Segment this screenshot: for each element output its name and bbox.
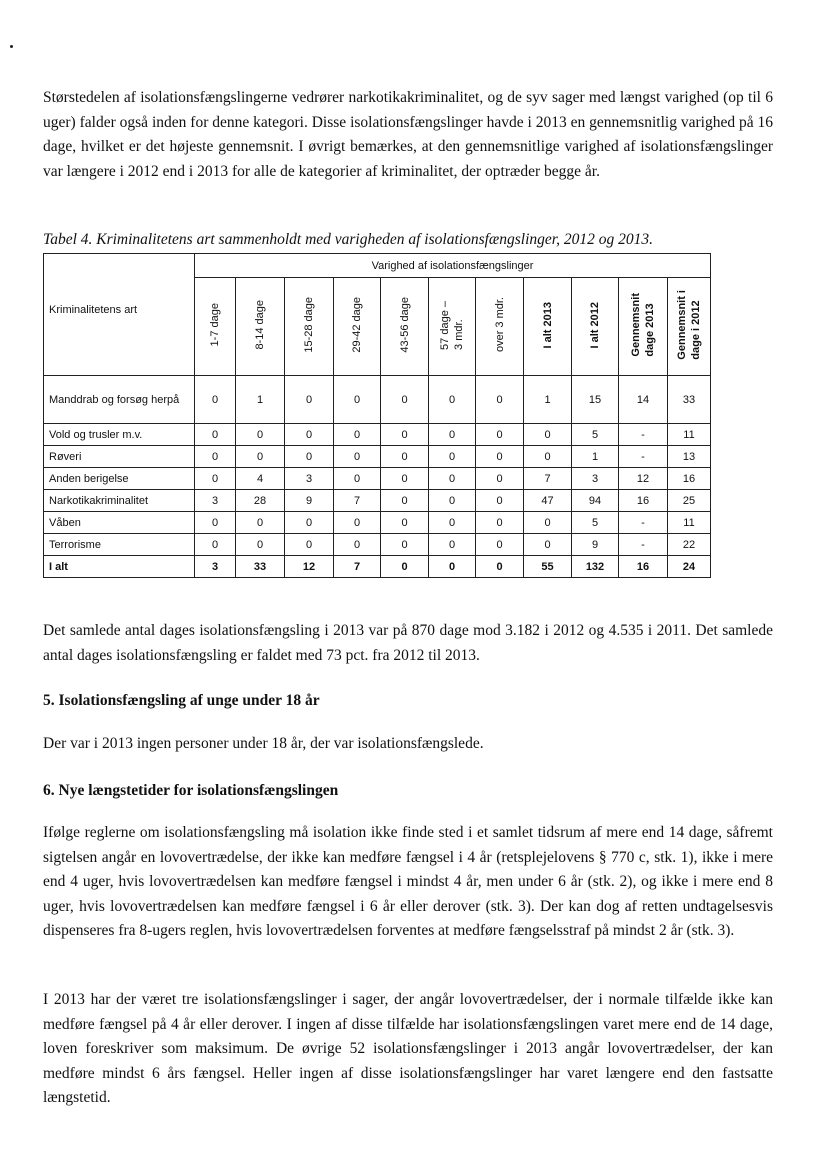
column-header bbox=[334, 278, 381, 376]
column-header-label: 43-56 dage bbox=[398, 297, 411, 353]
table-row bbox=[44, 512, 711, 534]
table-cell: - bbox=[619, 534, 668, 556]
table-cell: 0 bbox=[524, 446, 572, 468]
table-cell: 16 bbox=[619, 490, 668, 512]
table-cell: 0 bbox=[524, 512, 572, 534]
table-cell: 0 bbox=[381, 490, 429, 512]
table-cell: 0 bbox=[285, 424, 334, 446]
table-cell: 0 bbox=[236, 424, 285, 446]
section6-heading: 6. Nye længstetider for isolationsfængslingen bbox=[43, 782, 339, 799]
table-cell: 33 bbox=[668, 376, 711, 424]
table-cell: 0 bbox=[381, 424, 429, 446]
column-header bbox=[429, 278, 476, 376]
table-cell: 1 bbox=[236, 376, 285, 424]
table-cell: 16 bbox=[668, 468, 711, 490]
table-cell: 0 bbox=[476, 534, 524, 556]
scan-speck bbox=[10, 45, 13, 48]
table-cell: 9 bbox=[285, 490, 334, 512]
column-header-label: 29-42 dage bbox=[351, 297, 363, 353]
row-label: Narkotikakriminalitet bbox=[44, 490, 195, 512]
row-label: Manddrab og forsøg herpå bbox=[44, 376, 195, 424]
table-cell: 7 bbox=[334, 490, 381, 512]
table-cell: 7 bbox=[334, 556, 381, 578]
table-cell: 15 bbox=[572, 376, 619, 424]
table-cell: 0 bbox=[334, 534, 381, 556]
row-label: Anden berigelse bbox=[44, 468, 195, 490]
row-label: Terrorisme bbox=[44, 534, 195, 556]
table-cell: - bbox=[619, 446, 668, 468]
table-cell: 0 bbox=[334, 512, 381, 534]
table-cell: 24 bbox=[668, 556, 711, 578]
column-header bbox=[524, 278, 572, 376]
table-cell: 3 bbox=[572, 468, 619, 490]
table-row bbox=[44, 490, 711, 512]
table-row bbox=[44, 534, 711, 556]
column-header-label: over 3 mdr. bbox=[493, 297, 506, 353]
column-header bbox=[619, 278, 668, 376]
table-cell: 0 bbox=[195, 512, 236, 534]
table-cell: 0 bbox=[195, 534, 236, 556]
table-cell: 0 bbox=[476, 424, 524, 446]
table-cell: 47 bbox=[524, 490, 572, 512]
table-cell: 0 bbox=[476, 556, 524, 578]
column-header-label: Gennemsnit dage 2013 bbox=[630, 293, 656, 357]
table-cell: 0 bbox=[429, 490, 476, 512]
section6-paragraph-1: Ifølge reglerne om isolationsfængsling må isolation ikke finde sted i et samlet tidsrum af mere end 14 dage, såfremt sigtelsen angår en lovovertrædelse, der ikke kan medføre fængsel i 4 år (retsplejelovens § 770 c, stk. 1), ikke i mere end 4 uger, hvis lovovertrædelsen kan medføre fængsel i mindst 4 år, men under 6 år (stk. 2), og ikke i mere end 8 uger, hvis lovovertrædelsen kan medføre fængsel i 6 år eller derover (stk. 3). Der kan dog af retten undtagelsesvis dispenseres fra 8-ugers reglen, hvis lovovertrædelsen forventes at medføre fængselsstraf på mindst 2 år (stk. 3). bbox=[43, 824, 773, 939]
table-cell: 0 bbox=[429, 424, 476, 446]
table-cell: 0 bbox=[285, 446, 334, 468]
table-cell: 16 bbox=[619, 556, 668, 578]
table-row bbox=[44, 376, 711, 424]
row-label: I alt bbox=[44, 556, 195, 578]
table-cell: 28 bbox=[236, 490, 285, 512]
table-cell: 0 bbox=[381, 534, 429, 556]
column-header bbox=[572, 278, 619, 376]
table-cell: 0 bbox=[195, 424, 236, 446]
totals-paragraph: Det samlede antal dages isolationsfængsling i 2013 var på 870 dage mod 3.182 i 2012 og 4.535 i 2011. Det samlede antal dages isolationsfængsling er faldet med 73 pct. fra 2012 til 2013. bbox=[43, 622, 773, 664]
table-cell: 7 bbox=[524, 468, 572, 490]
table-cell: 1 bbox=[524, 376, 572, 424]
row-label: Vold og trusler m.v. bbox=[44, 424, 195, 446]
column-header-label: 57 dage – 3 mdr. bbox=[439, 300, 465, 350]
table-cell: 0 bbox=[195, 446, 236, 468]
table-cell: 0 bbox=[476, 468, 524, 490]
column-header-label: 8-14 dage bbox=[254, 300, 266, 350]
table-cell: 0 bbox=[285, 376, 334, 424]
table-cell: 0 bbox=[429, 468, 476, 490]
table-cell: 14 bbox=[619, 376, 668, 424]
table-cell: 0 bbox=[285, 534, 334, 556]
table-cell: 0 bbox=[524, 534, 572, 556]
column-header bbox=[195, 278, 236, 376]
table-cell: 0 bbox=[334, 424, 381, 446]
table-cell: 0 bbox=[195, 468, 236, 490]
column-header bbox=[381, 278, 429, 376]
section5-heading: 5. Isolationsfængsling af unge under 18 år bbox=[43, 692, 320, 709]
table-cell: 1 bbox=[572, 446, 619, 468]
table-cell: 25 bbox=[668, 490, 711, 512]
row-header: Kriminalitetens art bbox=[44, 254, 195, 376]
column-header bbox=[668, 278, 711, 376]
table-cell: 11 bbox=[668, 424, 711, 446]
column-header-label: 15-28 dage bbox=[303, 297, 315, 353]
intro-paragraph: Størstedelen af isolationsfængslingerne vedrører narkotikakriminalitet, og de syv sager med længst varighed (op til 6 uger) falder også inden for denne kategori. Disse isolationsfængslinger havde i 2013 en gennemsnitlig varighed på 16 dage, hvilket er det højeste gennemsnit. I øvrigt bemærkes, at den gennemsnitlige varighed af isolationsfængslinger var længere i 2012 end i 2013 for alle de kategorier af kriminalitet, der optræder begge år. bbox=[43, 89, 773, 180]
table-cell: 0 bbox=[236, 512, 285, 534]
table-cell: 0 bbox=[334, 376, 381, 424]
column-header bbox=[285, 278, 334, 376]
table-cell: 9 bbox=[572, 534, 619, 556]
table-cell: 13 bbox=[668, 446, 711, 468]
table-cell: 0 bbox=[476, 490, 524, 512]
column-header-label: 1-7 dage bbox=[209, 303, 221, 347]
table-cell: 33 bbox=[236, 556, 285, 578]
table-caption: Tabel 4. Kriminalitetens art sammenholdt med varigheden af isolationsfængslinger, 2012 og 2013. bbox=[43, 231, 653, 248]
table-cell: 0 bbox=[429, 446, 476, 468]
table-cell: 0 bbox=[381, 556, 429, 578]
table-cell: 0 bbox=[236, 534, 285, 556]
section6-paragraph-2: I 2013 har der været tre isolationsfængslinger i sager, der angår lovovertrædelser, der i normale tilfælde ikke kan medføre fængsel på 4 år eller derover. I ingen af disse tilfælde har isolationsfængslingen varet mere end de 14 dage, loven foreskriver som maksimum. De øvrige 52 isolationsfængslinger i 2013 angår lovovertrædelser, der kan medføre mindst 6 års fængsel. Heller ingen af disse isolationsfængslinger har varet længere end den fastsatte længstetid. bbox=[43, 991, 773, 1106]
table-cell: 0 bbox=[381, 468, 429, 490]
table-cell: 0 bbox=[381, 376, 429, 424]
table-cell: 0 bbox=[476, 512, 524, 534]
column-header bbox=[476, 278, 524, 376]
table-cell: 5 bbox=[572, 424, 619, 446]
table-cell: 3 bbox=[195, 490, 236, 512]
column-header-label: I alt 2012 bbox=[589, 301, 601, 349]
section5-text: Der var i 2013 ingen personer under 18 år, der var isolationsfængslede. bbox=[43, 735, 484, 752]
table-cell: 94 bbox=[572, 490, 619, 512]
table-cell: 5 bbox=[572, 512, 619, 534]
table-cell: 55 bbox=[524, 556, 572, 578]
table-row bbox=[44, 424, 711, 446]
column-header-label: Gennemsnit i dage i 2012 bbox=[676, 290, 702, 360]
table-cell: 0 bbox=[524, 424, 572, 446]
table-row bbox=[44, 446, 711, 468]
row-label: Våben bbox=[44, 512, 195, 534]
group-header: Varighed af isolationsfængslinger bbox=[195, 254, 711, 278]
table-cell: 0 bbox=[429, 534, 476, 556]
table-cell: 0 bbox=[429, 556, 476, 578]
table-cell: 0 bbox=[285, 512, 334, 534]
table-cell: 11 bbox=[668, 512, 711, 534]
table-cell: 22 bbox=[668, 534, 711, 556]
table-total-row bbox=[44, 556, 711, 578]
table-cell: 0 bbox=[381, 446, 429, 468]
table-cell: 0 bbox=[476, 376, 524, 424]
table-cell: 0 bbox=[334, 468, 381, 490]
table-row bbox=[44, 468, 711, 490]
table-cell: 0 bbox=[195, 376, 236, 424]
table-cell: 12 bbox=[619, 468, 668, 490]
table-cell: 0 bbox=[236, 446, 285, 468]
table-cell: 12 bbox=[285, 556, 334, 578]
table-cell: 0 bbox=[429, 376, 476, 424]
table-cell: 3 bbox=[195, 556, 236, 578]
table-cell: 0 bbox=[429, 512, 476, 534]
table-cell: - bbox=[619, 424, 668, 446]
table-cell: - bbox=[619, 512, 668, 534]
table-cell: 3 bbox=[285, 468, 334, 490]
table-cell: 0 bbox=[476, 446, 524, 468]
table-cell: 0 bbox=[381, 512, 429, 534]
table-cell: 4 bbox=[236, 468, 285, 490]
crime-duration-table bbox=[43, 253, 711, 578]
row-label: Røveri bbox=[44, 446, 195, 468]
column-header bbox=[236, 278, 285, 376]
table-cell: 0 bbox=[334, 446, 381, 468]
table-cell: 132 bbox=[572, 556, 619, 578]
column-header-label: I alt 2013 bbox=[541, 301, 554, 349]
